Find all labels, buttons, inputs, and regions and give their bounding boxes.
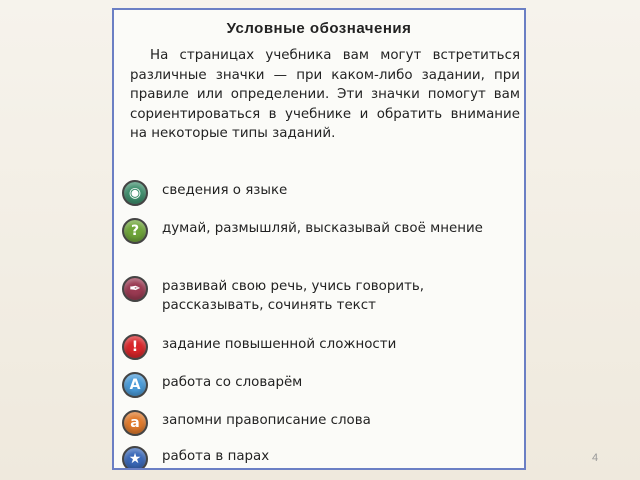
quill-icon: ✒ [122,276,148,302]
legend-text: сведения о языке [162,183,288,198]
slide-page-number: 4 [592,452,599,464]
legend-text: работа со словарём [162,375,303,390]
question-icon: ? [122,218,148,244]
legend-text: задание повышенной сложности [162,337,397,352]
legend-item-think [122,218,522,258]
pair-stars-icon: ★ [122,446,148,470]
legend-text: развивай свою речь, учись говорить, рассказывать, сочинять текст [162,279,425,313]
exclamation-icon: ! [122,334,148,360]
at-letter-icon: а [122,410,148,436]
textbook-page [112,8,526,470]
intro-paragraph: На страницах учебника вам могут встретиться различные значки — при каком-либо задании, при правиле или определении. Эти значки помогут вам сориентироваться в учебнике и обратить внимание на некоторые типы заданий. [130,48,520,141]
legend-item-spelling [122,410,522,450]
dictionary-icon: А [122,372,148,398]
legend-item-pairs [122,446,522,470]
legend-text: запомни правописание слова [162,413,371,428]
legend-item-language-info [122,180,522,220]
page-title: Условные обозначения [226,20,412,37]
legend-item-speech [122,276,522,316]
legend-item-dictionary [122,372,522,412]
legend-item-hard-task [122,334,522,374]
legend-text: работа в парах [162,449,270,464]
legend-text: думай, размышляй, высказывай своё мнение [162,221,483,236]
owl-icon: ◉ [122,180,148,206]
